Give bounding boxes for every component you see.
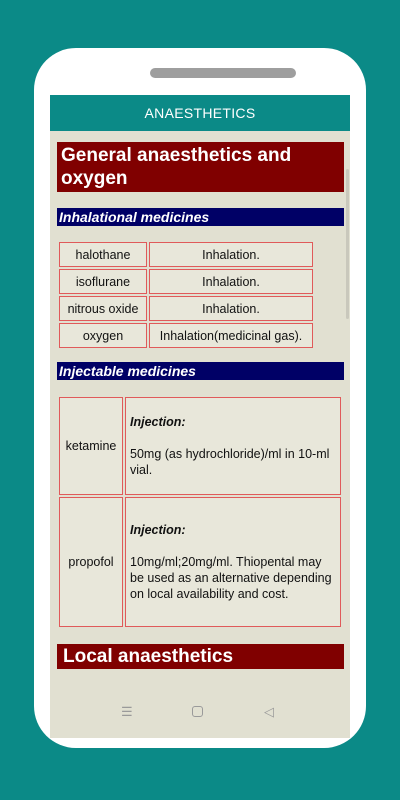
table-row	[59, 242, 313, 267]
medicine-route: Inhalation.	[149, 242, 313, 267]
app-bar	[50, 95, 350, 131]
medicine-route: Inhalation(medicinal gas).	[149, 323, 313, 348]
medicine-detail: 10mg/ml;20mg/ml. Thiopental may be used as an alternative depending on local availability and cost.	[130, 555, 332, 601]
medicine-description	[125, 397, 341, 495]
scrollbar[interactable]	[346, 169, 349, 319]
back-icon[interactable]: ◁	[264, 704, 274, 719]
medicine-name: ketamine	[59, 397, 123, 495]
table-row	[59, 397, 341, 495]
medicine-description	[125, 497, 341, 627]
injectable-table	[57, 395, 343, 629]
content-scroll[interactable]	[50, 131, 350, 669]
section-heading-local: Local anaesthetics	[57, 644, 344, 669]
medicine-route: Injection:	[130, 415, 186, 429]
medicine-name: halothane	[59, 242, 147, 267]
table-row	[59, 296, 313, 321]
medicine-route: Inhalation.	[149, 269, 313, 294]
inhalational-heading: Inhalational medicines	[57, 208, 344, 226]
table-row	[59, 497, 341, 627]
menu-icon[interactable]: ☰	[121, 704, 133, 719]
phone-frame	[34, 48, 366, 748]
table-row	[59, 269, 313, 294]
medicine-detail: 50mg (as hydrochloride)/ml in 10-ml vial.	[130, 447, 330, 477]
medicine-name: oxygen	[59, 323, 147, 348]
medicine-name: isoflurane	[59, 269, 147, 294]
medicine-route: Inhalation.	[149, 296, 313, 321]
table-row	[59, 323, 313, 348]
inhalational-table	[57, 240, 315, 350]
app-title: ANAESTHETICS	[144, 105, 256, 121]
medicine-route: Injection:	[130, 523, 186, 537]
screen	[50, 95, 350, 738]
home-icon[interactable]	[192, 706, 203, 717]
medicine-name: propofol	[59, 497, 123, 627]
injectable-heading: Injectable medicines	[57, 362, 344, 380]
phone-speaker	[150, 68, 296, 78]
medicine-name: nitrous oxide	[59, 296, 147, 321]
section-heading-general: General anaesthetics and oxygen	[57, 142, 344, 192]
